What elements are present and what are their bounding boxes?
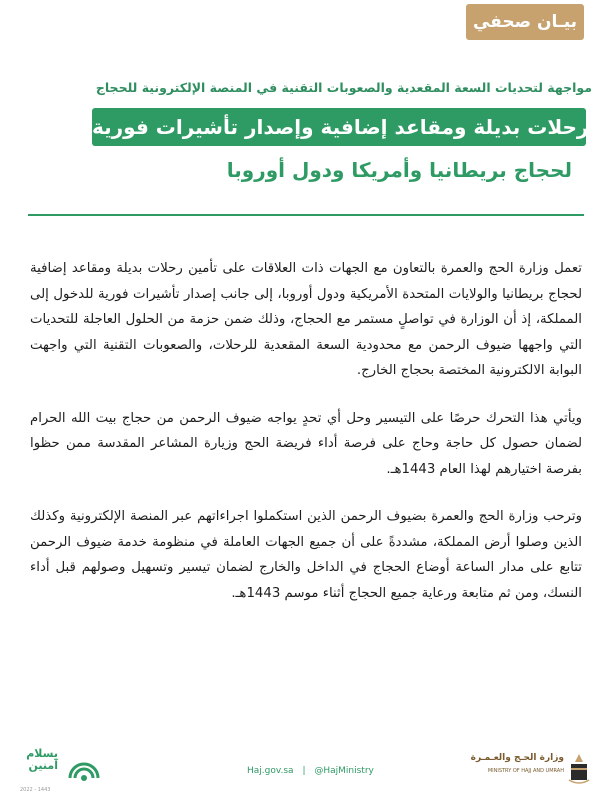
website-link[interactable]: Haj.gov.sa (247, 766, 294, 776)
paragraph-1: تعمل وزارة الحج والعمرة بالتعاون مع الجهات ذات العلاقات على تأمين رحلات بديلة ومقاعد إضافية لحجاج بريطانيا والولايات المتحدة الأمريكية ودول أوروبا، إلى جانب إصدار تأشيرات فورية للدخول إلى المملكة، إذ أن الوزارة في تواصلٍ مستمر مع الحجاج، وذلك ضمن حزمة من الحلول العاجلة للتحديات التي واجهها ضيوف الرحمن مع محدودية السعة المقعدية للرحلات، والصعوبات التقنية التي واجهت البوابة الالكترونية المختصة بحجاج الخارج. (30, 261, 582, 378)
ministry-emblem-icon (566, 752, 592, 786)
footer-links (244, 766, 377, 776)
bisalam-year: 2022 - 1443 (20, 787, 51, 793)
headline-banner: رحلات بديلة ومقاعد إضافية وإصدار تأشيرات فورية (92, 108, 586, 146)
ministry-name-ar: وزارة الحـج والعـمـرة (470, 753, 564, 763)
paragraph-3: وترحب وزارة الحج والعمرة بضيوف الرحمن الذين استكملوا اجراءاتهم عبر المنصة الإلكترونية وكذلك الذين وصلوا أرض المملكة، مشددةً على أن جميع الجهات العاملة في منظومة خدمة ضيوف الرحمن تتابع على مدار الساعة أوضاع الحجاج في الداخل والخارج لضمان تيسير وتسهيل وصولهم قبل أداء النسك، ومن ثم متابعة ورعاية جميع الحجاج أثناء موسم 1443هـ. (30, 509, 582, 601)
ministry-name-en: MINISTRY OF HAJJ AND UMRAH (487, 768, 564, 774)
bisalam-logo-text: بسلام آمنين (26, 747, 58, 772)
press-release-badge: بيـان صحفي (466, 4, 584, 40)
divider (28, 214, 584, 216)
subtitle: مواجهة لتحديات السعة المقعدية والصعوبات التقنية في المنصة الإلكترونية للحجاج (95, 80, 592, 95)
twitter-handle-link[interactable]: @HajMinistry (314, 766, 374, 776)
footer-separator: | (302, 766, 306, 776)
article-body (30, 256, 582, 628)
headline-secondary: لحجاج بريطانيا وأمريكا ودول أوروبا (226, 158, 572, 182)
paragraph-2: ويأتي هذا التحرك حرصًا على التيسير وحل أي تحدٍ يواجه ضيوف الرحمن من حجاج بيت الله الحرام لضمان حصول كل حاجة وحاج على فرصة أداء فريضة الحج وزيارة المشاعر المقدسة ممن حظوا بفرصة اختيارهم لهذا العام 1443هـ. (30, 410, 582, 477)
